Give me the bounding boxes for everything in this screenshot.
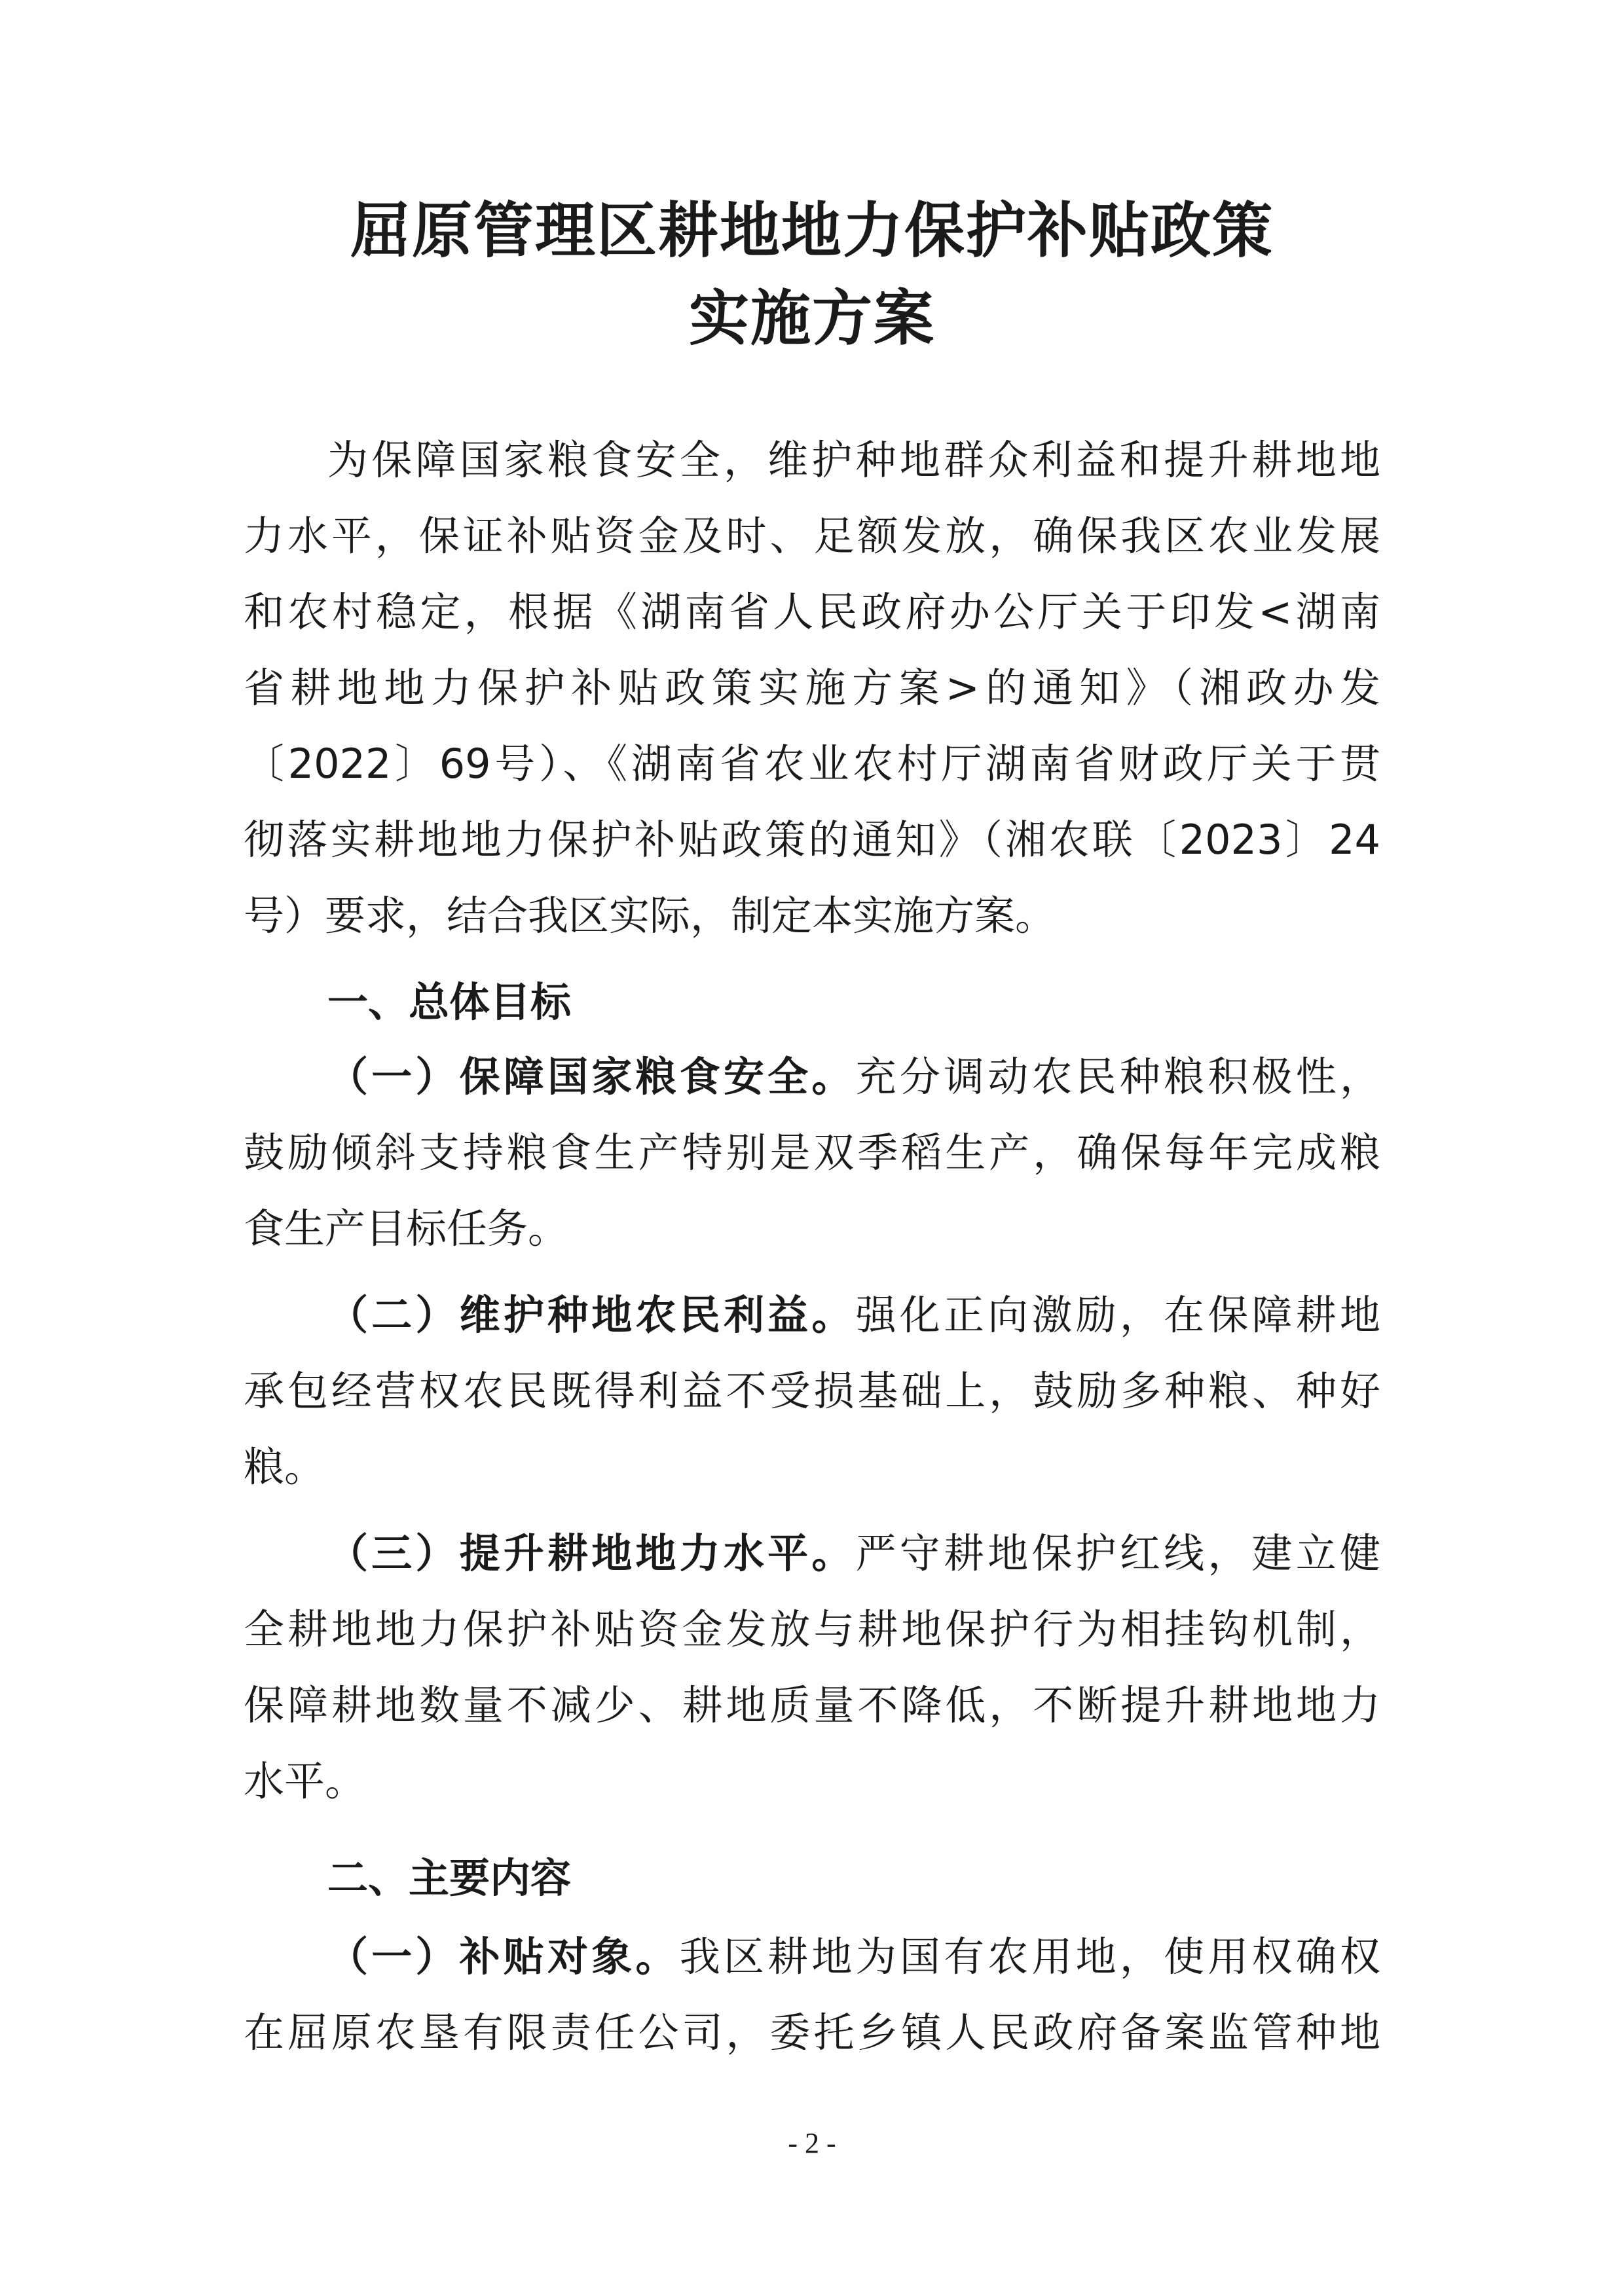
intro-line-3: 和农村稳定，根据《湖南省人民政府办公厅关于印发<湖南 [244,588,1380,636]
section1-item2-lead: （二）维护种地农民利益。 [327,1291,856,1339]
section-heading-1: 一、总体目标 [327,978,572,1026]
section1-item1-line-2: 鼓励倾斜支持粮食生产特别是双季稻生产，确保每年完成粮 [244,1129,1380,1176]
section-heading-2: 二、主要内容 [327,1854,572,1902]
section2-item1-text: 我区耕地为国有农用地，使用权确权 [679,1933,1380,1980]
section1-item3-lead: （三）提升耕地地力水平。 [327,1529,856,1577]
section1-item3-line-4: 水平。 [244,1757,366,1805]
document-title-line-2: 实施方案 [688,283,935,354]
section1-item3-line-3: 保障耕地数量不减少、耕地质量不降低，不断提升耕地地力 [244,1681,1380,1729]
section1-item3-line-2: 全耕地地力保护补贴资金发放与耕地保护行为相挂钩机制， [244,1605,1380,1653]
section2-item1-line-1 [327,1933,1380,1980]
section1-item2-line-2: 承包经营权农民既得利益不受损基础上，鼓励多种粮、种好 [244,1367,1380,1415]
section1-item1-lead: （一）保障国家粮食安全。 [327,1053,856,1101]
intro-line-6: 彻落实耕地地力保护补贴政策的通知》（湘农联〔2023〕24 [244,816,1380,864]
section2-item1-line-2: 在屈原农垦有限责任公司，委托乡镇人民政府备案监管种地 [244,2009,1380,2056]
section1-item2-line-1 [327,1291,1380,1339]
section1-item1-line-3: 食生产目标任务。 [244,1205,569,1252]
section1-item2-line-3: 粮。 [244,1443,325,1491]
section1-item2-text: 强化正向激励，在保障耕地 [855,1291,1380,1339]
intro-line-2: 力水平，保证补贴资金及时、足额发放，确保我区农业发展 [244,512,1380,560]
intro-line-1: 为保障国家粮食安全，维护种地群众利益和提升耕地地 [327,436,1380,484]
page-number: - 2 - [788,2127,836,2159]
intro-line-4: 省耕地地力保护补贴政策实施方案>的通知》（湘政办发 [244,664,1380,712]
section1-item3-text: 严守耕地保护红线，建立健 [855,1529,1380,1577]
section1-item3-line-1 [327,1529,1380,1577]
intro-line-5: 〔2022〕69号）、《湖南省农业农村厅湖南省财政厅关于贯 [244,740,1380,788]
section1-item1-line-1 [327,1053,1380,1101]
section1-item1-text: 充分调动农民种粮积极性， [855,1053,1380,1101]
section2-item1-lead: （一）补贴对象。 [327,1933,680,1980]
document-title-line-1: 屈原管理区耕地地力保护补贴政策 [350,195,1274,266]
intro-line-7: 号）要求，结合我区实际，制定本实施方案。 [244,892,1056,939]
